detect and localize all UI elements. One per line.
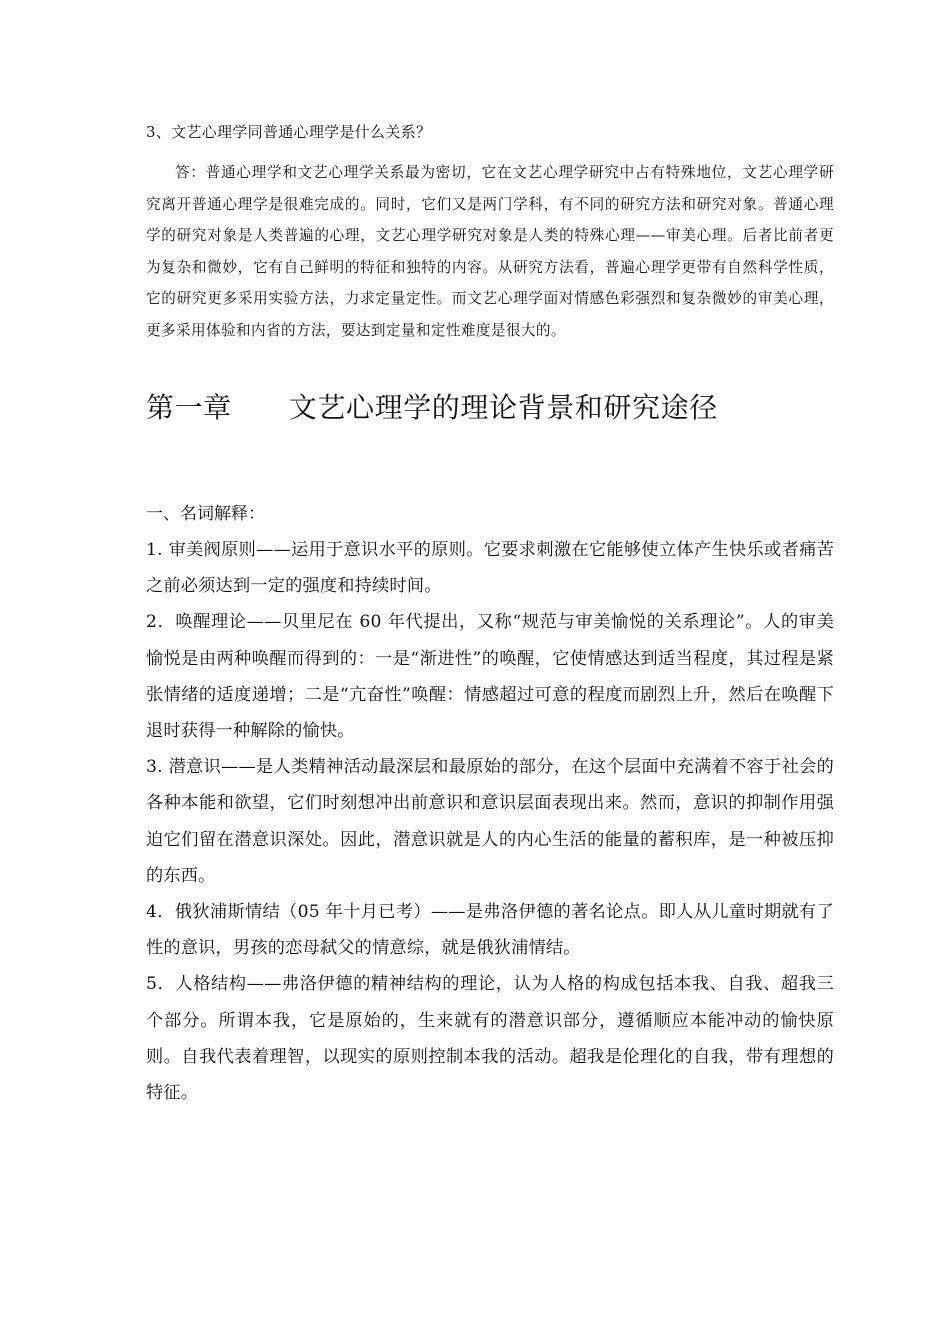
page-content xyxy=(146,117,834,1111)
term-list xyxy=(146,532,834,1111)
section-title: 一、名词解释： xyxy=(146,504,265,524)
term-item: 3. 潜意识——是人类精神活动最深层和最原始的部分，在这个层面中充满着不容于社会的各种本能和欲望，它们时刻想冲出前意识和意识层面表现出来。然而，意识的抑制作用强迫它们留在潜意识深处。因此，潜意识就是人的内心生活的能量的蓄积库，是一种被压抑的东西。 xyxy=(146,757,834,886)
term-item: 1. 审美阀原则——运用于意识水平的原则。它要求刺激在它能够使立体产生快乐或者痛苦之前必须达到一定的强度和持续时间。 xyxy=(146,540,834,597)
question-title: 3、文艺心理学同普通心理学是什么关系？ xyxy=(146,123,432,141)
term-item: 2．唤醒理论——贝里尼在 60 年代提出，又称“规范与审美愉悦的关系理论”。人的审美愉悦是由两种唤醒而得到的：一是“渐进性”的唤醒，它使情感达到适当程度，其过程是紧张情绪的适度递增；二是“亢奋性”唤醒：情感超过可意的程度而剧烈上升，然后在唤醒下退时获得一种解除的愉快。 xyxy=(146,612,834,742)
question-answer: 答：普通心理学和文艺心理学关系最为密切，它在文艺心理学研究中占有特殊地位，文艺心理学研究离开普通心理学是很难完成的。同时，它们又是两门学科，有不同的研究方法和研究对象。普通心理学的研究对象是人类普遍的心理，文艺心理学研究对象是人类的特殊心理——审美心理。后者比前者更为复杂和微妙，它有自己鲜明的特征和独特的内容。从研究方法看，普遍心理学更带有自然科学性质，它的研究更多采用实验方法，力求定量定性。而文艺心理学面对情感色彩强烈和复杂微妙的审美心理，更多采用体验和内省的方法，要达到定量和定性难度是很大的。 xyxy=(146,164,834,339)
chapter-title: 第一章 文艺心理学的理论背景和研究途径 xyxy=(146,391,718,424)
term-item: 5．人格结构——弗洛伊德的精神结构的理论，认为人格的构成包括本我、自我、超我三个部分。所谓本我，它是原始的，生来就有的潜意识部分，遵循顺应本能冲动的愉快原则。自我代表着理智，以现实的原则控制本我的活动。超我是伦理化的自我，带有理想的特征。 xyxy=(146,974,834,1104)
term-item: 4．俄狄浦斯情结（05 年十月已考）——是弗洛伊德的著名论点。即人从儿童时期就有了性的意识，男孩的恋母弑父的情意综，就是俄狄浦情结。 xyxy=(146,902,834,959)
